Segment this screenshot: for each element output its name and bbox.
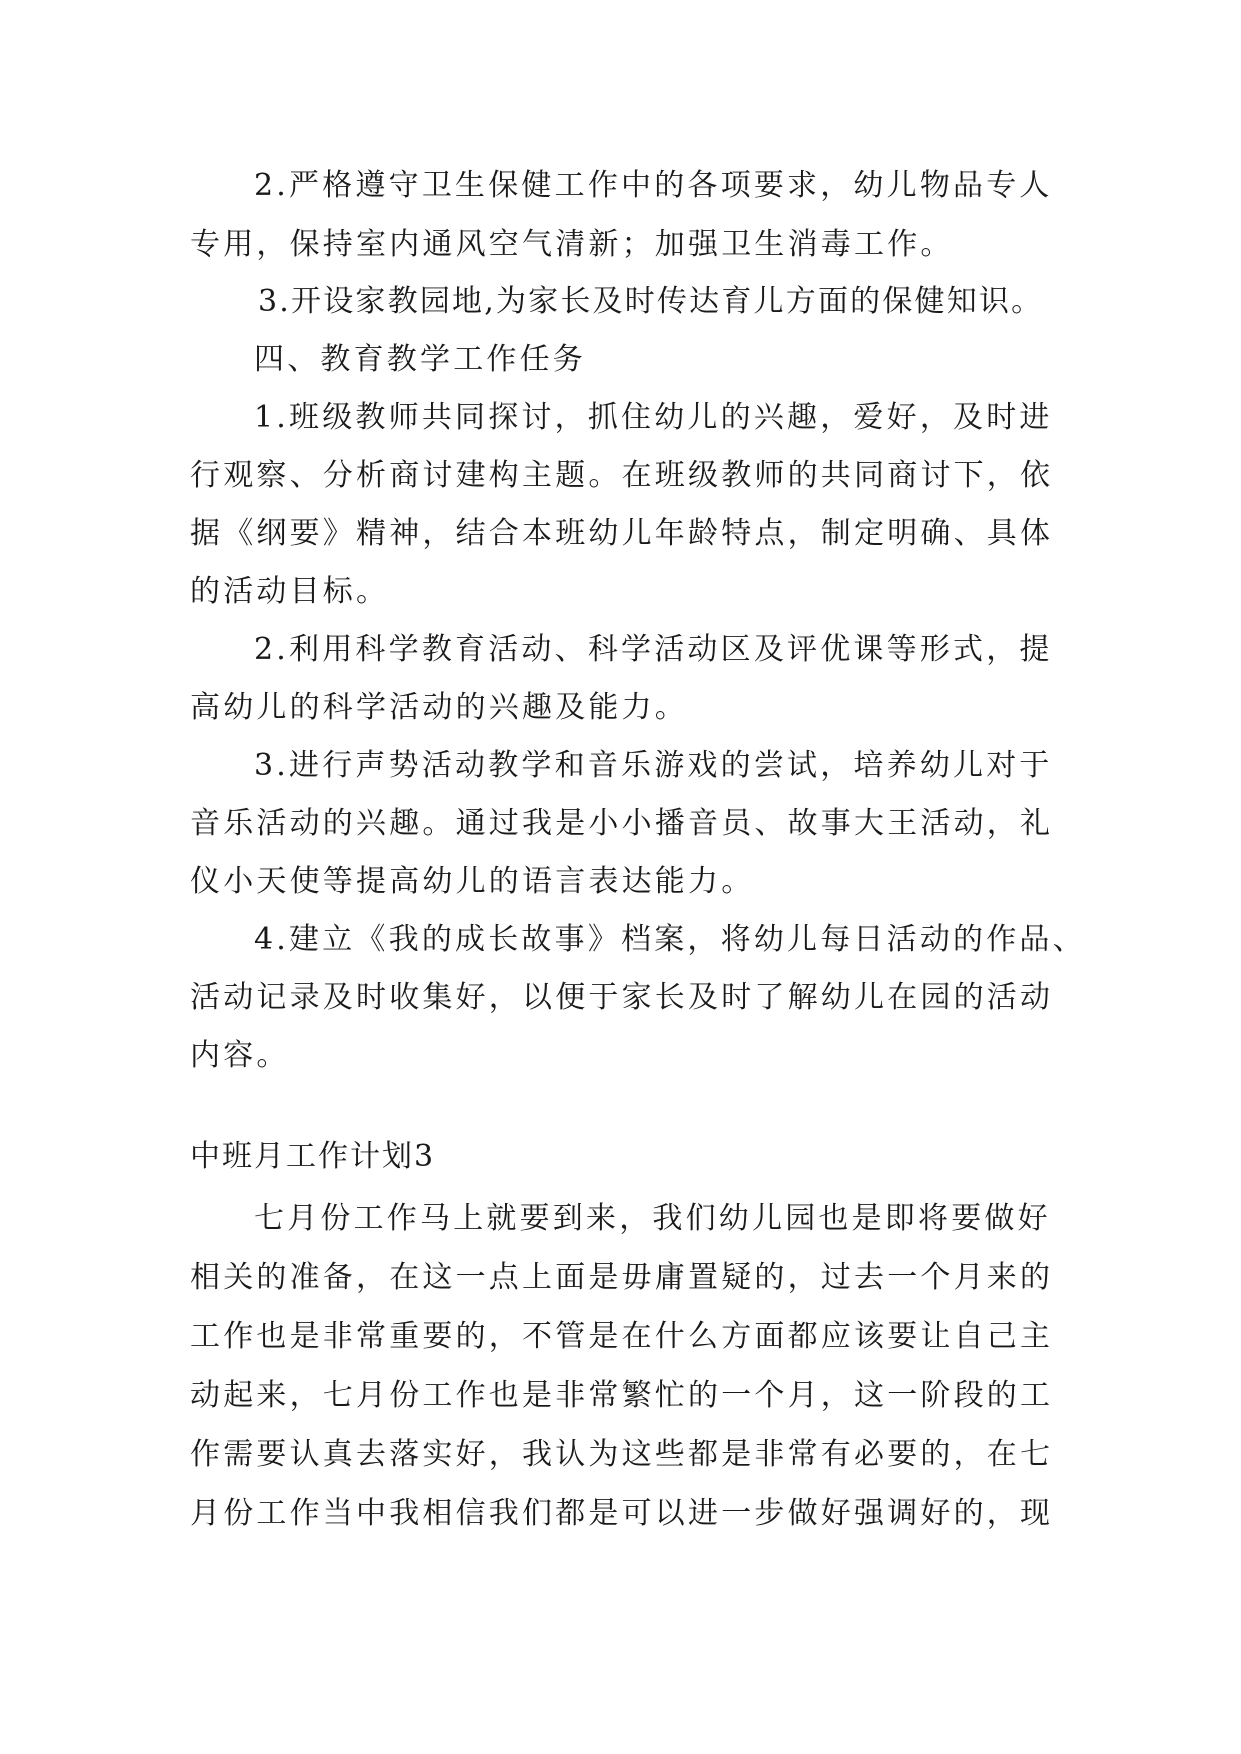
paragraph-line: 行观察、分析商讨建构主题。在班级教师的共同商讨下，依 bbox=[190, 458, 1054, 493]
section-title: 中班月工作计划3 bbox=[190, 1139, 436, 1174]
paragraph-line: 据《纲要》精神，结合本班幼儿年龄特点，制定明确、具体 bbox=[190, 516, 1054, 551]
paragraph-line: 的活动目标。 bbox=[190, 574, 390, 609]
paragraph-line: 专用，保持室内通风空气清新；加强卫生消毒工作。 bbox=[190, 227, 954, 262]
paragraph-line: 音乐活动的兴趣。通过我是小小播音员、故事大王活动，礼 bbox=[190, 806, 1054, 841]
paragraph-line: 3.进行声势活动教学和音乐游戏的尝试，培养幼儿对于 bbox=[254, 748, 1053, 783]
paragraph-line: 相关的准备，在这一点上面是毋庸置疑的，过去一个月来的 bbox=[190, 1260, 1054, 1295]
paragraph-line: 活动记录及时收集好，以便于家长及时了解幼儿在园的活动 bbox=[190, 980, 1054, 1015]
paragraph-line: 1.班级教师共同探讨，抓住幼儿的兴趣，爱好，及时进 bbox=[254, 400, 1053, 435]
paragraph-line: 作需要认真去落实好，我认为这些都是非常有必要的，在七 bbox=[190, 1437, 1054, 1472]
paragraph-line: 4.建立《我的成长故事》档案，将幼儿每日活动的作品、 bbox=[254, 922, 1086, 957]
paragraph-line: 仪小天使等提高幼儿的语言表达能力。 bbox=[190, 864, 755, 899]
paragraph-line: 七月份工作马上就要到来，我们幼儿园也是即将要做好 bbox=[254, 1201, 1051, 1236]
paragraph-line: 工作也是非常重要的，不管是在什么方面都应该要让自己主 bbox=[190, 1319, 1054, 1354]
section-heading: 四、教育教学工作任务 bbox=[254, 342, 586, 377]
paragraph-line: 2.严格遵守卫生保健工作中的各项要求，幼儿物品专人 bbox=[254, 168, 1053, 203]
paragraph-line: 3.开设家教园地,为家长及时传达育儿方面的保健知识。 bbox=[258, 284, 1044, 319]
paragraph-line: 内容。 bbox=[190, 1038, 290, 1073]
paragraph-line: 高幼儿的科学活动的兴趣及能力。 bbox=[190, 690, 688, 725]
paragraph-line: 动起来，七月份工作也是非常繁忙的一个月，这一阶段的工 bbox=[190, 1378, 1054, 1413]
paragraph-line: 2.利用科学教育活动、科学活动区及评优课等形式，提 bbox=[254, 632, 1053, 667]
paragraph-line: 月份工作当中我相信我们都是可以进一步做好强调好的，现 bbox=[190, 1496, 1054, 1531]
